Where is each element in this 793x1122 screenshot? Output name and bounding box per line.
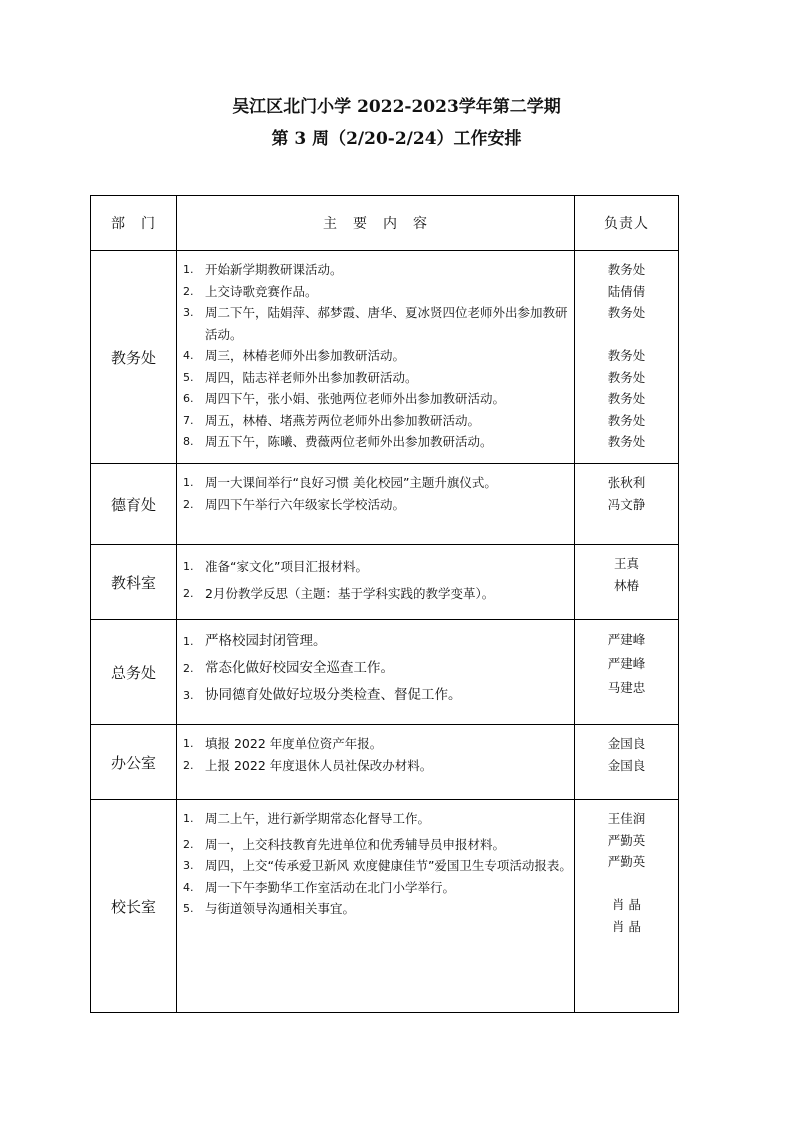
owner-name: 王真 — [613, 556, 639, 571]
header-content: 主 要 内 容 — [177, 196, 575, 251]
owner-name: 肖 晶 — [612, 918, 641, 934]
item-text: 周二下午，陆娟萍、郝梦霞、唐华、夏冰贤四位老师外出参加教研活动。 — [205, 305, 568, 342]
item-text: 周五，林椿、堵燕芳两位老师外出参加教研活动。 — [205, 412, 481, 428]
item-text: 周四下午，张小娟、张弛两位老师外出参加教研活动。 — [205, 391, 506, 406]
item-text: 周四下午举行六年级家长学校活动。 — [205, 496, 406, 512]
item-list — [177, 620, 574, 709]
list-item — [183, 755, 572, 777]
list-item — [183, 553, 572, 580]
owner-name: 教务处 — [607, 412, 646, 428]
item-text: 2月份教学反思（主题：基于学科实践的教学变革）。 — [205, 586, 495, 601]
owner-name: 马建忠 — [607, 680, 646, 695]
list-item — [183, 733, 572, 755]
owner-name: 冯文静 — [607, 496, 646, 512]
item-number: 2. — [183, 758, 194, 772]
list-item — [183, 494, 572, 516]
owner-name: 教务处 — [607, 369, 646, 385]
item-text: 与街道领导沟通相关事宜。 — [205, 901, 356, 916]
item-number: 3. — [183, 689, 194, 702]
owner-name: 教务处 — [607, 262, 646, 277]
content-cell — [177, 545, 575, 620]
header-owner: 负责人 — [575, 196, 679, 251]
item-text: 周一下午李勤华工作室活动在北门小学举行。 — [205, 879, 456, 895]
item-number: 2. — [183, 837, 194, 851]
item-number: 4. — [183, 349, 194, 362]
list-item — [183, 431, 572, 453]
owner-name: 教务处 — [607, 348, 646, 363]
owner-name: 林椿 — [613, 577, 639, 593]
item-text: 开始新学期教研课活动。 — [205, 262, 343, 277]
item-text: 准备“家文化”项目汇报材料。 — [205, 559, 368, 574]
owner-name: 严勤英 — [607, 854, 646, 869]
item-number: 5. — [183, 370, 194, 384]
list-item — [183, 259, 572, 281]
document-title: 吴江区北门小学 2022-2023学年第二学期 — [232, 97, 561, 117]
item-number: 4. — [183, 880, 194, 894]
item-number: 2. — [183, 497, 194, 511]
section-row-jiaoke — [91, 545, 679, 620]
item-text: 上报 2022 年度退休人员社保改办材料。 — [205, 757, 433, 773]
item-text: 周一大课间举行“良好习惯 美化校园”主题升旗仪式。 — [205, 475, 497, 490]
content-cell — [177, 725, 575, 800]
dept-cell: 校长室 — [91, 800, 177, 1013]
list-item — [183, 367, 572, 389]
dept-cell: 德育处 — [91, 464, 177, 545]
owner-cell — [575, 251, 679, 464]
item-list — [177, 464, 574, 515]
item-number: 8. — [183, 435, 194, 448]
item-number: 5. — [183, 902, 194, 915]
owner-name: 陆倩倩 — [607, 283, 646, 299]
schedule-table — [90, 195, 679, 1013]
content-cell — [177, 620, 575, 725]
dept-cell: 办公室 — [91, 725, 177, 800]
section-row-deyu — [91, 464, 679, 545]
list-item — [183, 472, 572, 494]
list-item — [183, 855, 572, 877]
section-row-bangong — [91, 725, 679, 800]
item-list — [177, 251, 574, 453]
owner-cell — [575, 800, 679, 1013]
item-text: 周五下午，陈曦、费薇两位老师外出参加教研活动。 — [205, 434, 493, 449]
item-number: 7. — [183, 413, 194, 427]
item-number: 6. — [183, 392, 194, 405]
owner-name: 严建峰 — [607, 632, 646, 647]
item-text: 协同德育处做好垃圾分类检查、督促工作。 — [205, 687, 462, 703]
item-number: 1. — [183, 812, 194, 825]
section-row-xiaozhang — [91, 800, 679, 1013]
owner-cell — [575, 620, 679, 725]
list-item — [183, 877, 572, 899]
owner-name: 严建峰 — [607, 656, 646, 671]
item-number: 1. — [183, 635, 194, 648]
owner-name: 王佳润 — [607, 811, 646, 826]
item-number: 1. — [183, 263, 194, 276]
list-item — [183, 808, 572, 830]
dept-cell: 总务处 — [91, 620, 177, 725]
owner-cell — [575, 464, 679, 545]
item-text: 常态化做好校园安全巡查工作。 — [205, 660, 394, 676]
dept-cell: 教务处 — [91, 251, 177, 464]
list-item — [183, 898, 572, 920]
owner-cell — [575, 725, 679, 800]
owner-name: 金国良 — [607, 757, 646, 773]
list-item — [183, 682, 572, 709]
item-number: 1. — [183, 737, 194, 750]
item-number: 2. — [183, 587, 194, 600]
section-row-jiaowu — [91, 251, 679, 464]
list-item — [183, 580, 572, 607]
owner-cell — [575, 545, 679, 620]
header-dept: 部 门 — [91, 196, 177, 251]
item-list — [177, 545, 574, 607]
item-text: 周一，上交科技教育先进单位和优秀辅导员申报材料。 — [205, 836, 506, 852]
list-item — [183, 388, 572, 410]
item-number: 3. — [183, 859, 194, 872]
owner-name: 金国良 — [607, 736, 646, 751]
item-list — [177, 800, 574, 920]
content-cell — [177, 800, 575, 1013]
owner-name: 教务处 — [607, 434, 646, 449]
item-number: 3. — [183, 306, 194, 319]
owner-name: 教务处 — [607, 305, 646, 320]
item-text: 严格校园封闭管理。 — [205, 633, 327, 649]
item-text: 周四，上交“传承爱卫新风 欢度健康佳节”爱国卫生专项活动报表。 — [205, 858, 572, 873]
item-list — [177, 725, 574, 776]
item-text: 周四，陆志祥老师外出参加教研活动。 — [205, 369, 418, 385]
item-number: 1. — [183, 476, 194, 489]
item-text: 周二上午，进行新学期常态化督导工作。 — [205, 811, 431, 826]
header-row — [91, 196, 679, 251]
owner-name: 教务处 — [607, 391, 646, 406]
list-item — [183, 655, 572, 682]
dept-cell: 教科室 — [91, 545, 177, 620]
owner-name: 肖 晶 — [612, 897, 641, 912]
list-item — [183, 834, 572, 856]
list-item — [183, 628, 572, 655]
list-item — [183, 281, 572, 303]
list-item — [183, 410, 572, 432]
item-number: 2. — [183, 662, 194, 675]
content-cell — [177, 464, 575, 545]
item-text: 填报 2022 年度单位资产年报。 — [205, 736, 383, 751]
owner-name: 张秋利 — [607, 475, 646, 490]
content-cell — [177, 251, 575, 464]
item-text: 周三，林椿老师外出参加教研活动。 — [205, 348, 406, 363]
item-number: 1. — [183, 560, 194, 573]
document-subtitle: 第 3 周（2/20-2/24）工作安排 — [271, 129, 522, 149]
owner-name: 严勤英 — [607, 832, 646, 848]
item-number: 2. — [183, 284, 194, 298]
section-row-zongwu — [91, 620, 679, 725]
list-item — [183, 345, 572, 367]
item-text: 上交诗歌竞赛作品。 — [205, 283, 318, 299]
list-item — [183, 302, 572, 345]
